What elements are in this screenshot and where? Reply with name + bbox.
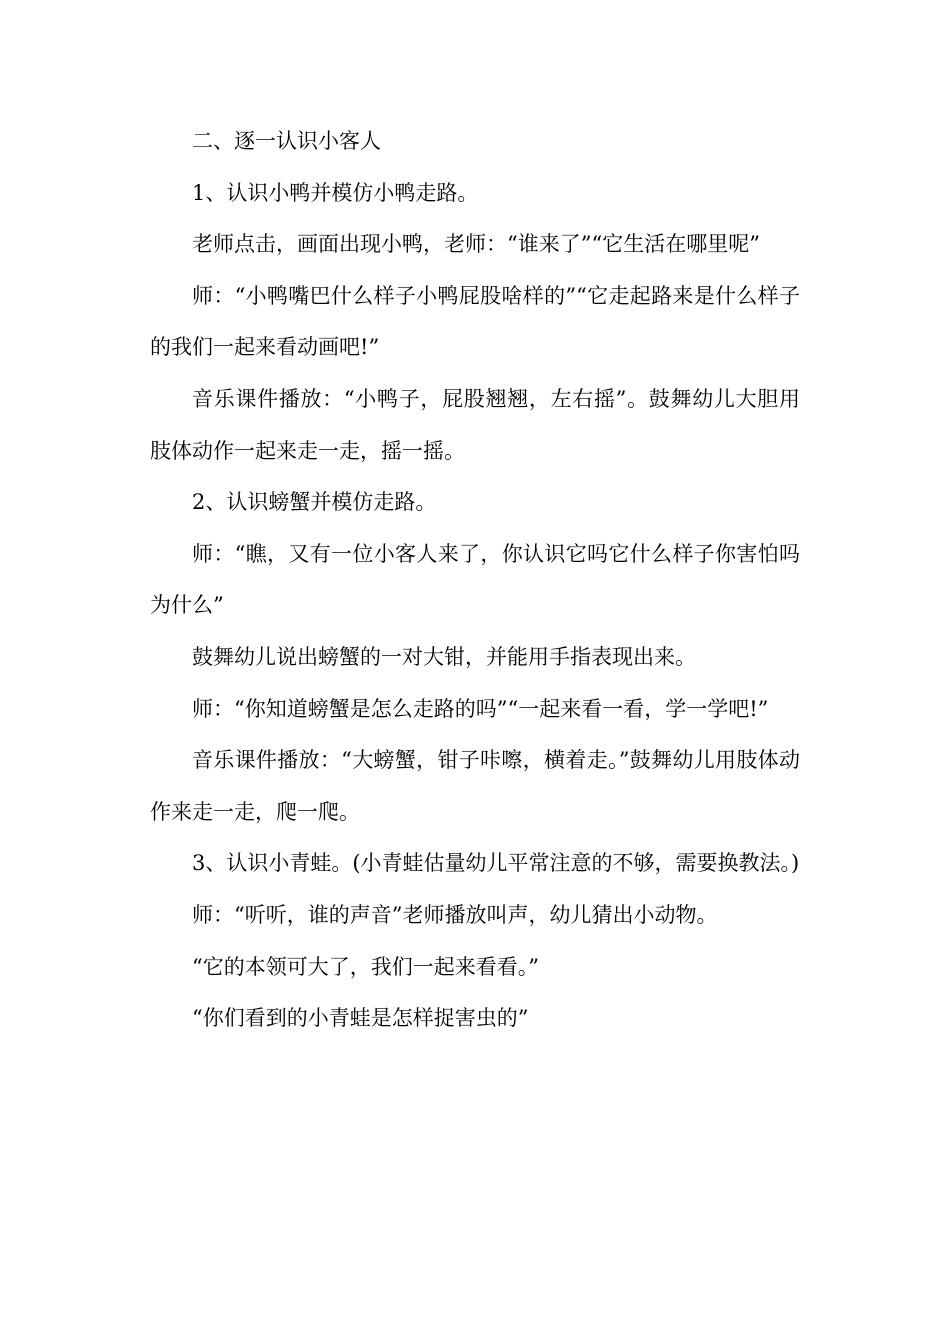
paragraph: 师：“听听，谁的声音”老师播放叫声，幼儿猜出小动物。 [192,902,718,927]
section-heading: 二、逐一认识小客人 [192,129,381,153]
paragraph: “你们看到的小青蛙是怎样捉害虫的” [192,1006,529,1031]
paragraph: 鼓舞幼儿说出螃蟹的一对大钳，并能用手指表现出来。 [192,644,696,669]
document-body [150,116,800,1045]
paragraph: 师：“瞧，又有一位小客人来了，你认识它吗它什么样子你害怕吗为什么” [150,541,800,618]
paragraph: 师：“小鸭嘴巴什么样子小鸭屁股啥样的”“它走起路来是什么样子的我们一起来看动画吧!” [150,283,800,360]
subheading-crab: 2、认识螃蟹并模仿走路。 [192,490,437,515]
subheading-frog: 3、认识小青蛙。(小青蛙估量幼儿平常注意的不够，需要换教法。) [192,851,800,876]
paragraph: “它的本领可大了，我们一起来看看。” [192,954,539,979]
paragraph: 音乐课件播放：“大螃蟹，钳子咔嚓，横着走。”鼓舞幼儿用肢体动作来走一走，爬一爬。 [150,748,800,824]
paragraph: 音乐课件播放：“小鸭子，屁股翘翘，左右摇”。鼓舞幼儿大胆用肢体动作一起来走一走，摇一摇。 [150,386,800,463]
paragraph: 师：“你知道螃蟹是怎么走路的吗”“一起来看一看，学一学吧!” [192,696,769,721]
subheading-duck: 1、认识小鸭并模仿小鸭走路。 [192,180,479,205]
paragraph: 老师点击，画面出现小鸭，老师：“谁来了”“它生活在哪里呢” [192,232,760,257]
